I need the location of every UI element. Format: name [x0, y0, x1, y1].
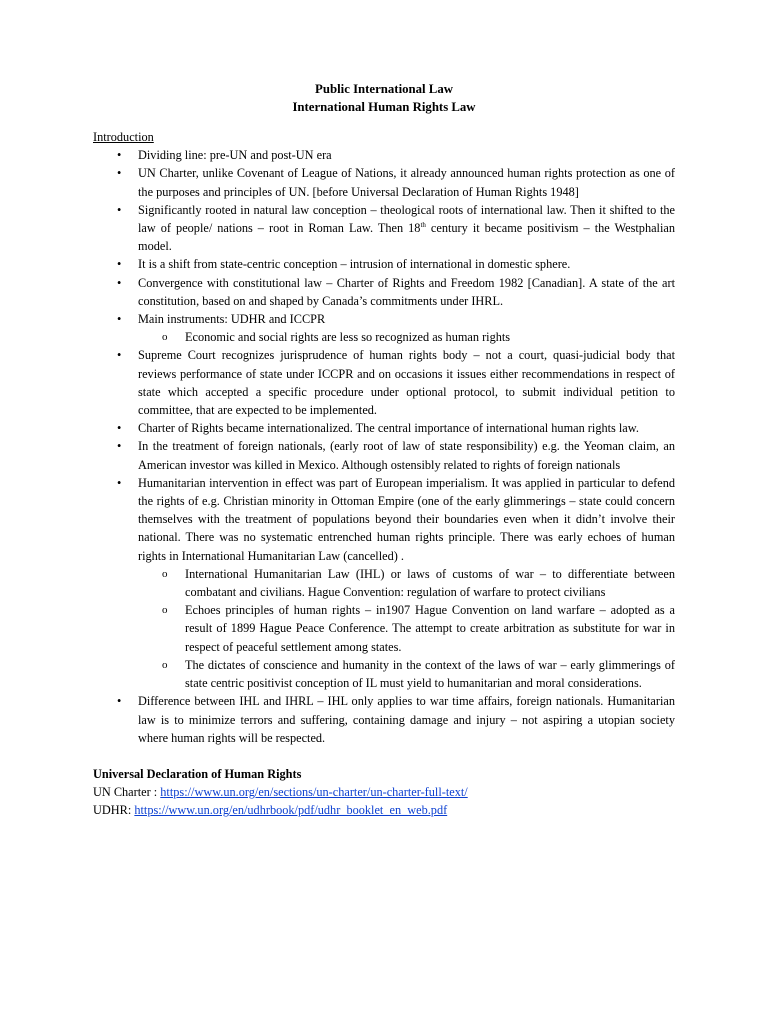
- udhr-link[interactable]: https://www.un.org/en/udhrbook/pdf/udhr_booklet_en_web.pdf: [134, 803, 448, 818]
- sub-bullet-item: o The dictates of conscience and humanity in the context of the laws of war – early glimmerings of state centric positivist conception of IL must yield to humanitarian and moral considerations.: [138, 656, 675, 692]
- bullet-text: Significantly rooted in natural law conception – theological roots of international law. Then it shifted to the law of people/ nations – root in Roman Law. Then 18: [138, 202, 675, 236]
- bullet-text: century it became positivism – the Westphalian model.: [138, 221, 675, 254]
- sub-bullet-list: [138, 565, 675, 692]
- bullet-text: Humanitarian intervention in effect was part of European imperialism. It was applied in particular to defend the rights of e.g. Christian minority in Ottoman Empire (one of the early glimmerings – state could concern themselves with the treatment of populations beyond their boundaries even when it didn’t involve their national. There was no systematic entrenched human rights principle. There was early echoes of human rights in International Humanitarian Law (cancelled) .: [138, 475, 675, 563]
- udhr-row: [93, 801, 675, 819]
- sub-bullet-item: o Echoes principles of human rights – in1907 Hague Convention on land warfare – adopted as a result of 1899 Hague Peace Conference. The attempt to create arbitration as substitute for war in respect of peaceful settlement among states.: [138, 601, 675, 656]
- bullet-item: • Convergence with constitutional law – Charter of Rights and Freedom 1982 [Canadian]. A state of the art constitution, based on and shaped by Canada’s commitments under IHRL.: [93, 274, 675, 310]
- bullet-item: • Difference between IHL and IHRL – IHL only applies to war time affairs, foreign nationals. Humanitarian law is to minimize terrors and suffering, containing damage and injury – not aspiring a utopian society where human rights will be respected.: [93, 692, 675, 747]
- bullet-item: [93, 310, 675, 346]
- un-charter-link[interactable]: https://www.un.org/en/sections/un-charter/un-charter-full-text/: [160, 785, 468, 800]
- bullet-item: • UN Charter, unlike Covenant of League of Nations, it already announced human rights protection as one of the purposes and principles of UN. [before Universal Declaration of Human Rights 1948]: [93, 164, 675, 200]
- un-charter-label: UN Charter :: [93, 785, 161, 800]
- bullet-item: • Dividing line: pre-UN and post-UN era: [93, 146, 675, 164]
- introduction-heading: Introduction: [93, 130, 154, 144]
- bullet-item: • Charter of Rights became internationalized. The central importance of international human rights law.: [93, 419, 675, 437]
- sub-bullet-item: o Economic and social rights are less so recognized as human rights: [138, 328, 675, 346]
- superscript: th: [420, 221, 426, 230]
- bullet-item: • Supreme Court recognizes jurisprudence of human rights body – not a court, quasi-judicial body that reviews performance of state under ICCPR and on occasions it issues either recommendations in respect of state which accepted a specific procedure under optional protocol, to submit individual petition to committee, that are expected to be implemented.: [93, 346, 675, 419]
- document-title: [93, 80, 675, 116]
- bullet-text: Main instruments: UDHR and ICCPR: [138, 312, 326, 327]
- udhr-label: UDHR:: [93, 803, 135, 818]
- bullet-item: • It is a shift from state-centric conception – intrusion of international in domestic sphere.: [93, 255, 675, 273]
- title-line-1: Public International Law: [315, 82, 453, 96]
- sub-bullet-list: [138, 328, 675, 346]
- bullet-item: • In the treatment of foreign nationals, (early root of law of state responsibility) e.g. the Yeoman claim, an American investor was killed in Mexico. Although ostensibly related to rights of foreign nationals: [93, 437, 675, 473]
- sub-bullet-item: o International Humanitarian Law (IHL) or laws of customs of war – to differentiate between combatant and civilians. Hague Convention: regulation of warfare to protect civilians: [138, 565, 675, 601]
- bullet-item: [93, 201, 675, 256]
- introduction-bullet-list: [93, 146, 675, 747]
- un-charter-row: [93, 783, 675, 801]
- bullet-item: [93, 474, 675, 692]
- udhr-heading: Universal Declaration of Human Rights: [93, 766, 302, 781]
- title-line-2: International Human Rights Law: [292, 100, 476, 114]
